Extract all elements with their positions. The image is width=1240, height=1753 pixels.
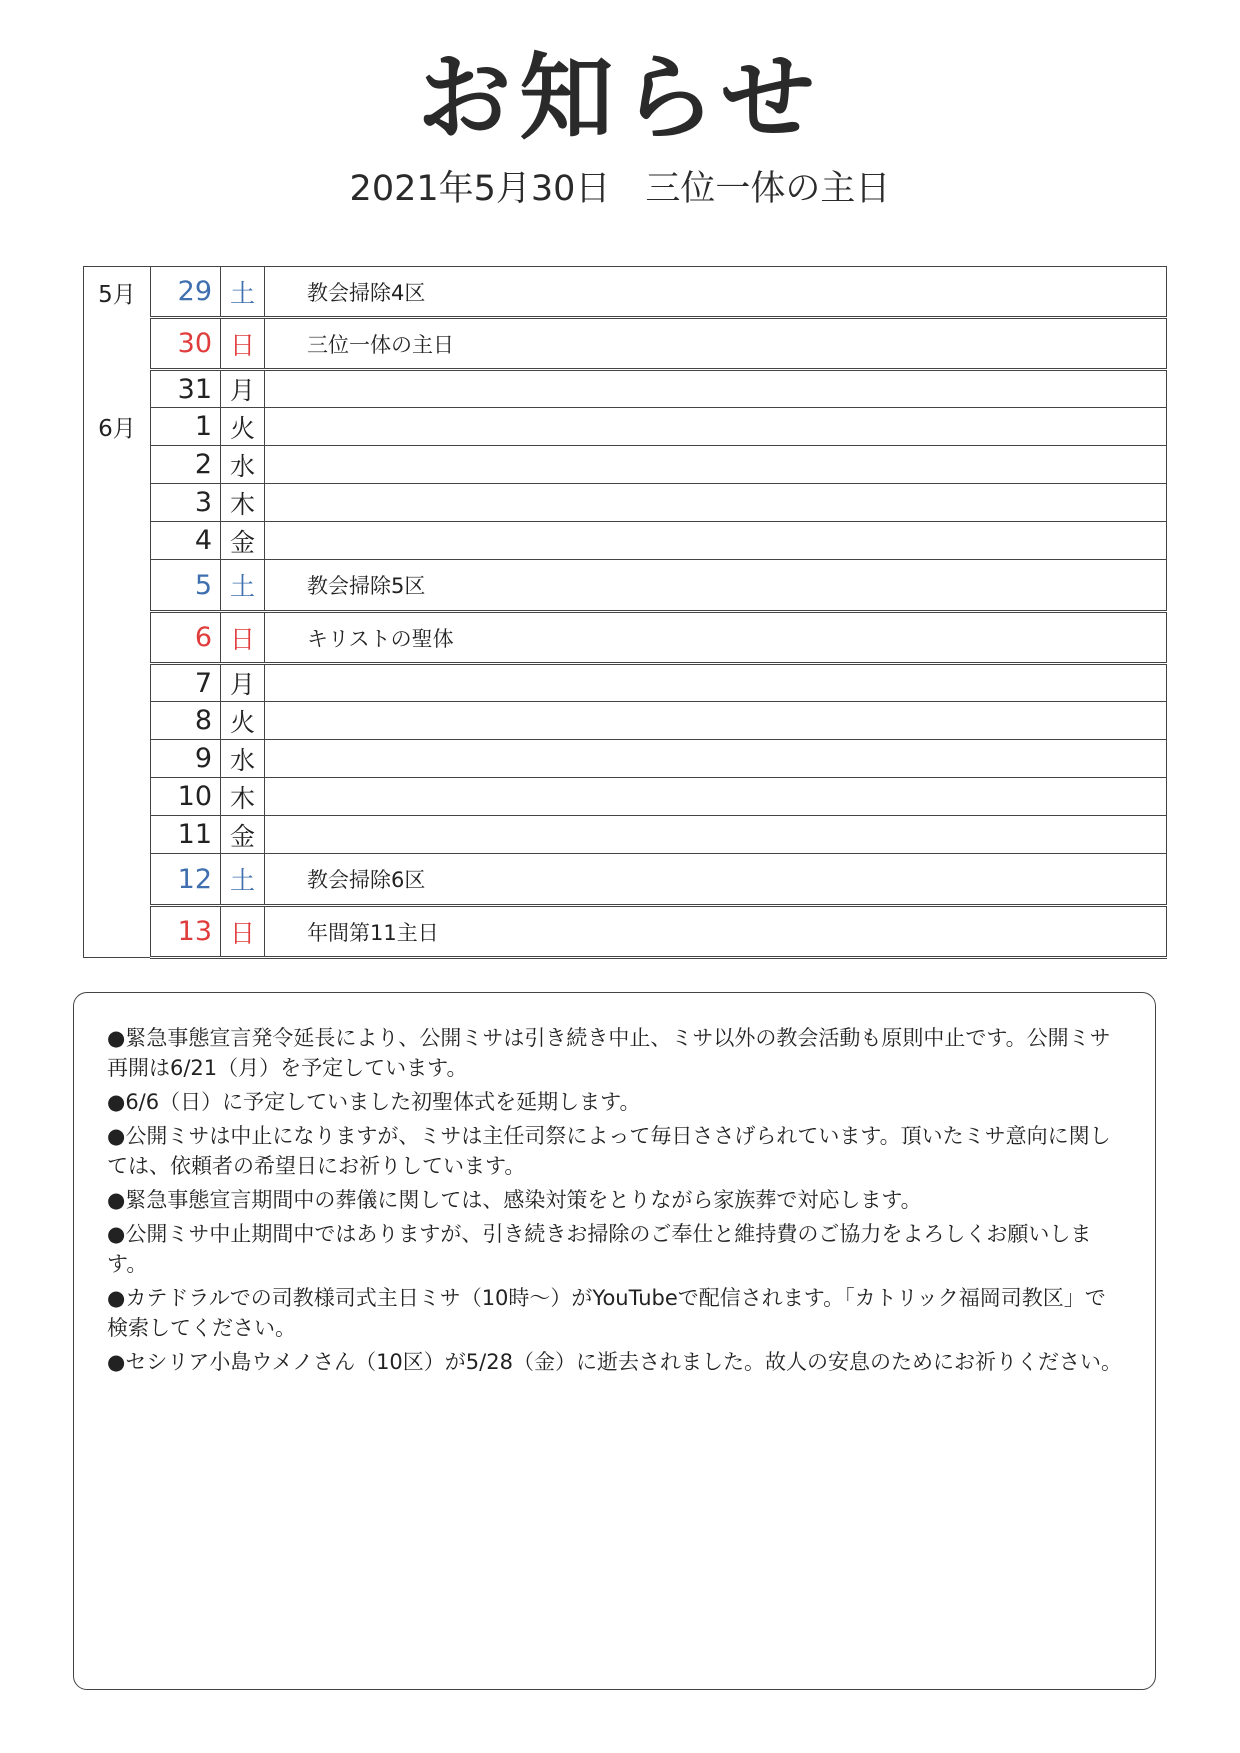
weekday-cell: 土 <box>221 267 265 318</box>
table-row <box>84 664 1167 702</box>
weekday-cell: 月 <box>221 370 265 408</box>
table-row <box>84 854 1167 906</box>
table-row <box>84 522 1167 560</box>
table-row <box>84 446 1167 484</box>
event-cell: 三位一体の主日 <box>265 318 1167 370</box>
weekday-cell: 木 <box>221 484 265 522</box>
event-cell <box>265 816 1167 854</box>
weekday-cell: 金 <box>221 816 265 854</box>
weekday-cell: 木 <box>221 778 265 816</box>
month-cell <box>84 740 151 778</box>
event-cell <box>265 740 1167 778</box>
weekday-cell: 土 <box>221 854 265 906</box>
table-row <box>84 560 1167 612</box>
notice-item: ●公開ミサは中止になりますが、ミサは主任司祭によって毎日ささげられています。頂いたミサ意向に関しては、依頼者の希望日にお祈りしています。 <box>107 1124 1111 1178</box>
event-cell <box>265 664 1167 702</box>
schedule-table <box>83 266 1167 959</box>
month-cell <box>84 370 151 408</box>
month-cell <box>84 612 151 664</box>
day-cell: 5 <box>151 560 221 612</box>
table-row <box>84 778 1167 816</box>
weekday-cell: 日 <box>221 318 265 370</box>
day-cell: 7 <box>151 664 221 702</box>
notice-item: ●公開ミサ中止期間中ではありますが、引き続きお掃除のご奉仕と維持費のご協力をよろしくお願いします。 <box>107 1222 1092 1276</box>
table-row <box>84 740 1167 778</box>
weekday-cell: 日 <box>221 612 265 664</box>
event-cell <box>265 446 1167 484</box>
event-cell <box>265 522 1167 560</box>
day-cell: 2 <box>151 446 221 484</box>
notice-item: ●カテドラルでの司教様司式主日ミサ（10時～）がYouTubeで配信されます。「カトリック福岡司教区」で検索してください。 <box>107 1286 1106 1340</box>
weekday-cell: 月 <box>221 664 265 702</box>
day-cell: 13 <box>151 906 221 958</box>
event-cell: 教会掃除5区 <box>265 560 1167 612</box>
event-cell: キリストの聖体 <box>265 612 1167 664</box>
weekday-cell: 火 <box>221 702 265 740</box>
event-cell <box>265 484 1167 522</box>
page-title: お知らせ <box>417 44 823 153</box>
table-row <box>84 408 1167 446</box>
day-cell: 9 <box>151 740 221 778</box>
notice-item: ●セシリア小島ウメノさん（10区）が5/28（金）に逝去されました。故人の安息のためにお祈りください。 <box>107 1350 1122 1374</box>
day-cell: 12 <box>151 854 221 906</box>
notice-item: ●緊急事態宣言発令延長により、公開ミサは引き続き中止、ミサ以外の教会活動も原則中止です。公開ミサ再開は6/21（月）を予定しています。 <box>107 1026 1111 1080</box>
table-row <box>84 816 1167 854</box>
event-cell <box>265 408 1167 446</box>
month-cell <box>84 560 151 612</box>
table-row <box>84 906 1167 958</box>
table-row <box>84 318 1167 370</box>
table-row <box>84 370 1167 408</box>
event-cell <box>265 778 1167 816</box>
day-cell: 11 <box>151 816 221 854</box>
month-cell <box>84 484 151 522</box>
day-cell: 10 <box>151 778 221 816</box>
month-cell <box>84 522 151 560</box>
page-subtitle: 2021年5月30日 三位一体の主日 <box>349 169 891 209</box>
event-cell: 教会掃除4区 <box>265 267 1167 318</box>
month-cell <box>84 816 151 854</box>
table-row <box>84 267 1167 318</box>
day-cell: 3 <box>151 484 221 522</box>
month-cell: 5月 <box>84 267 151 318</box>
month-cell <box>84 854 151 906</box>
notice-item: ●緊急事態宣言期間中の葬儀に関しては、感染対策をとりながら家族葬で対応します。 <box>107 1188 922 1212</box>
table-row <box>84 484 1167 522</box>
month-cell <box>84 906 151 958</box>
month-cell <box>84 702 151 740</box>
event-cell: 教会掃除6区 <box>265 854 1167 906</box>
month-cell <box>84 446 151 484</box>
month-cell <box>84 778 151 816</box>
event-cell <box>265 370 1167 408</box>
month-cell <box>84 664 151 702</box>
weekday-cell: 日 <box>221 906 265 958</box>
day-cell: 1 <box>151 408 221 446</box>
day-cell: 8 <box>151 702 221 740</box>
day-cell: 4 <box>151 522 221 560</box>
weekday-cell: 火 <box>221 408 265 446</box>
notice-item: ●6/6（日）に予定していました初聖体式を延期します。 <box>107 1090 641 1114</box>
day-cell: 30 <box>151 318 221 370</box>
weekday-cell: 水 <box>221 446 265 484</box>
event-cell: 年間第11主日 <box>265 906 1167 958</box>
table-row <box>84 612 1167 664</box>
weekday-cell: 水 <box>221 740 265 778</box>
notices-box <box>73 992 1156 1690</box>
weekday-cell: 土 <box>221 560 265 612</box>
day-cell: 6 <box>151 612 221 664</box>
event-cell <box>265 702 1167 740</box>
month-cell <box>84 318 151 370</box>
day-cell: 31 <box>151 370 221 408</box>
month-cell: 6月 <box>84 408 151 446</box>
table-row <box>84 702 1167 740</box>
day-cell: 29 <box>151 267 221 318</box>
weekday-cell: 金 <box>221 522 265 560</box>
